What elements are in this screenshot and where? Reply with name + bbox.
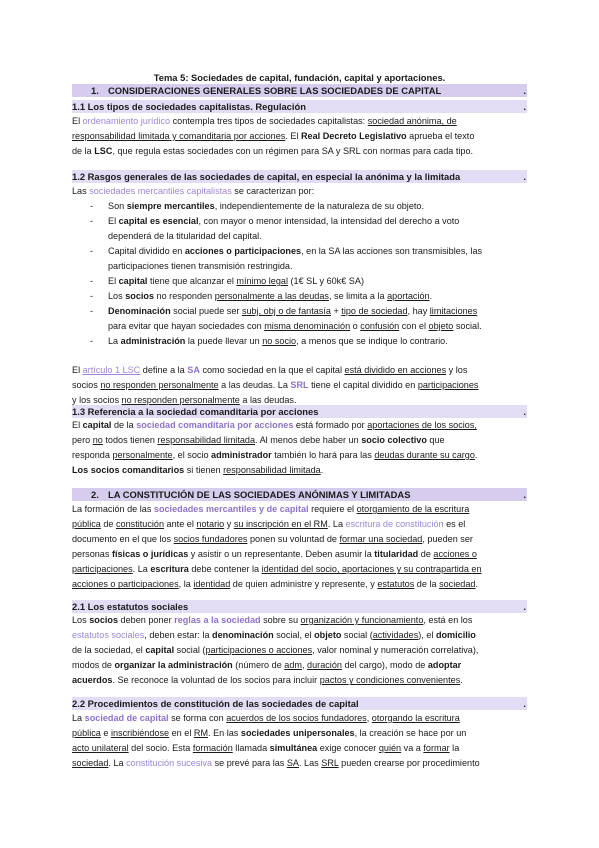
- paragraph-2-2: La sociedad de capital se forma con acuerdos de los socios fundadores, otorgando la escritura pública e inscribiéndose en el RM. En las sociedades unipersonales, la creación se hace por un acto unilateral del socio. Esta formación llamada simultánea exige conocer quién va a formar la sociedad. La constitución sucesiva se prevé para las SA. Las SRL pueden crearse por procedimiento: [72, 713, 480, 769]
- list-item: La administración la puede llevar un no socio, a menos que se indique lo contrario.: [108, 336, 448, 346]
- subsection-title: 2.1 Los estatutos sociales: [72, 601, 189, 612]
- list-dash: -: [90, 291, 94, 301]
- subsection-1-3-heading: [72, 405, 527, 418]
- paragraph-1-2-intro: Las sociedades mercantiles capitalistas se caracterizan por:: [72, 186, 315, 196]
- section-number: 2.: [91, 489, 99, 500]
- paragraph-1-3: El capital de la sociedad comanditaria por acciones está formado por aportaciones de los socios, pero no todos tienen responsabilidad limitada. Al menos debe haber un socio colectivo que responda personalmente, el socio administrador también lo hará para las deudas durante su cargo. Los socios comanditarios si tienen responsabilidad limitada.: [72, 420, 478, 476]
- section-1-heading: [72, 84, 527, 97]
- list-dash: -: [90, 201, 94, 211]
- heading-dot: .: [523, 601, 526, 612]
- heading-dot: .: [523, 698, 526, 709]
- subsection-title: 1.3 Referencia a la sociedad comanditaria por acciones: [72, 406, 319, 417]
- subsection-2-2-heading: [72, 697, 527, 710]
- list-item: Denominación social puede ser subj, obj o de fantasía + tipo de sociedad, hay limitaciones para evitar que hayan sociedades con misma denominación o confusión con el objeto social.: [108, 306, 482, 332]
- subsection-title: 1.1 Los tipos de sociedades capitalistas. Regulación: [72, 101, 306, 112]
- section-title: CONSIDERACIONES GENERALES SOBRE LAS SOCIEDADES DE CAPITAL: [108, 85, 442, 96]
- section-2-heading: [72, 488, 527, 501]
- paragraph-2-1: Los socios deben poner reglas a la sociedad sobre su organización y funcionamiento, está en los estatutos sociales, deben estar: la denominación social, el objeto social (actividades), el domicilio de la sociedad, el capital social (participaciones o acciones, valor nominal y numeración correlativa), modos de organizar la administración (número de adm, duración del cargo), modo de adoptar acuerdos. Se reconoce la voluntad de los socios para incluir pactos y condiciones convenientes.: [72, 615, 479, 686]
- list-dash: -: [90, 306, 94, 316]
- heading-dot: .: [523, 406, 526, 417]
- paragraph-1-2-definition: El artículo 1 LSC define a la SA como sociedad en la que el capital está dividido en acciones y los socios no responden personalmente a las deudas. La SRL tiene el capital dividido en participaciones y los socios no responden personalmente a las deudas.: [72, 365, 479, 406]
- subsection-1-2-heading: [72, 170, 527, 183]
- heading-dot: .: [523, 489, 526, 500]
- list-dash: -: [90, 246, 94, 256]
- heading-dot: .: [523, 85, 526, 96]
- list-item: Son siempre mercantiles, independientemente de la naturaleza de su objeto.: [108, 201, 424, 211]
- subsection-1-1-heading: [72, 100, 527, 113]
- list-item: El capital tiene que alcanzar el mínimo legal (1€ SL y 60k€ SA): [108, 276, 364, 286]
- section-title: LA CONSTITUCIÓN DE LAS SOCIEDADES ANÓNIMAS Y LIMITADAS: [108, 489, 411, 500]
- list-item: El capital es esencial, con mayor o menor intensidad, la intensidad del derecho a voto dependerá de la titularidad del capital.: [108, 216, 460, 242]
- list-item: Capital dividido en acciones o participaciones, en la SA las acciones son transmisibles, las participaciones tienen transmisión restringida.: [108, 246, 483, 272]
- paragraph-1-1: El ordenamiento jurídico contempla tres tipos de sociedades capitalistas: sociedad anónima, de responsabilidad limitada y comanditaria por acciones. El Real Decreto Legislativo aprueba el texto de la LSC, que regula estas sociedades con un régimen para SA y SRL con normas para cada tipo.: [72, 116, 475, 157]
- heading-dot: .: [523, 171, 526, 182]
- list-dash: -: [90, 336, 94, 346]
- section-number: 1.: [91, 85, 99, 96]
- document-title: Tema 5: Sociedades de capital, fundación, capital y aportaciones.: [153, 72, 446, 83]
- list-dash: -: [90, 276, 94, 286]
- subsection-2-1-heading: [72, 600, 527, 613]
- subsection-title: 2.2 Procedimientos de constitución de las sociedades de capital: [72, 698, 359, 709]
- list-item: Los socios no responden personalmente a las deudas, se limita a la aportación.: [108, 291, 433, 301]
- list-dash: -: [90, 216, 94, 226]
- heading-dot: .: [523, 101, 526, 112]
- subsection-title: 1.2 Rasgos generales de las sociedades de capital, en especial la anónima y la limitada: [72, 171, 461, 182]
- paragraph-2: La formación de las sociedades mercantiles y de capital requiere el otorgamiento de la escritura pública de constitución ante el notario y su inscripción en el RM. La escritura de constitución es el documento en el que los socios fundadores ponen su voluntad de formar una sociedad, pueden ser personas físicas o jurídicas y asistir o un representante. Deben asumir la titularidad de acciones o participaciones. La escritura debe contener la identidad del socio, aportaciones y su contrapartida en acciones o participaciones, la identidad de quien administre y represente, y estatutos de la sociedad.: [72, 504, 482, 590]
